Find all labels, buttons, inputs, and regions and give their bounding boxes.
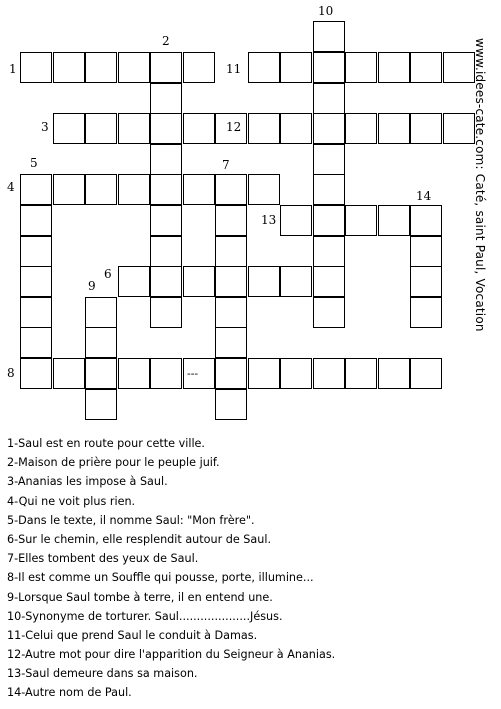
clue-item: 8-Il est comme un Souffle qui pousse, porte, illumine... xyxy=(7,571,314,585)
grid-cell[interactable] xyxy=(215,236,247,267)
grid-cell[interactable] xyxy=(378,52,410,83)
grid-cell[interactable] xyxy=(280,113,312,144)
clue-item: 9-Lorsque Saul tombe à terre, il en entend une. xyxy=(7,590,273,604)
grid-cell[interactable] xyxy=(313,297,345,328)
clue-item: 7-Elles tombent des yeux de Saul. xyxy=(7,552,199,566)
grid-cell[interactable] xyxy=(183,52,215,83)
grid-cell[interactable] xyxy=(215,389,247,420)
grid-cell[interactable] xyxy=(118,113,150,144)
grid-cell[interactable] xyxy=(85,174,117,205)
grid-cell[interactable] xyxy=(183,174,215,205)
clue-item: 11-Celui que prend Saul le conduit à Damas. xyxy=(7,628,258,642)
grid-cell[interactable] xyxy=(53,358,85,389)
grid-cell[interactable] xyxy=(85,358,117,389)
grid-cell[interactable] xyxy=(85,297,117,328)
grid-cell[interactable] xyxy=(248,266,280,297)
grid-cell[interactable] xyxy=(410,52,442,83)
grid-cell[interactable] xyxy=(313,205,345,236)
grid-cell[interactable] xyxy=(150,83,182,114)
clue-number-1: 1 xyxy=(9,62,17,76)
grid-cell[interactable] xyxy=(378,358,410,389)
grid-cell[interactable] xyxy=(313,52,345,83)
clue-number-5: 5 xyxy=(30,156,38,170)
site-watermark-text: www.idees-cate.com: Caté, saint Paul, Vocation xyxy=(473,38,487,332)
grid-cell[interactable] xyxy=(118,174,150,205)
grid-cell[interactable] xyxy=(378,205,410,236)
grid-cell[interactable] xyxy=(215,174,247,205)
grid-cell[interactable] xyxy=(215,358,247,389)
clue-item: 5-Dans le texte, il nomme Saul: "Mon frère". xyxy=(7,513,255,527)
grid-cell[interactable] xyxy=(248,174,280,205)
grid-cell[interactable] xyxy=(313,83,345,114)
grid-cell[interactable] xyxy=(378,113,410,144)
clue-number-12: 12 xyxy=(226,120,242,134)
clue-item: 1-Saul est en route pour cette ville. xyxy=(7,437,205,450)
grid-cell[interactable] xyxy=(20,205,52,236)
grid-cell[interactable] xyxy=(150,297,182,328)
grid-cell[interactable] xyxy=(150,266,182,297)
grid-cell[interactable] xyxy=(150,358,182,389)
grid-cell[interactable] xyxy=(85,327,117,358)
grid-cell[interactable] xyxy=(85,113,117,144)
grid-cell[interactable] xyxy=(410,205,442,236)
grid-cell[interactable] xyxy=(20,358,52,389)
grid-cell[interactable] xyxy=(150,205,182,236)
clue-item: 12-Autre mot pour dire l'apparition du Seigneur à Ananias. xyxy=(7,648,336,662)
grid-cell[interactable] xyxy=(118,266,150,297)
grid-cell[interactable] xyxy=(53,113,85,144)
clue-number-13: 13 xyxy=(261,213,277,227)
grid-cell[interactable] xyxy=(313,144,345,175)
grid-cell[interactable] xyxy=(410,236,442,267)
grid-cell[interactable] xyxy=(183,266,215,297)
grid-cell[interactable] xyxy=(248,113,280,144)
grid-cell[interactable] xyxy=(20,236,52,267)
grid-cell[interactable] xyxy=(150,144,182,175)
clue-number-4: 4 xyxy=(7,180,15,194)
grid-cell[interactable] xyxy=(150,113,182,144)
grid-cell[interactable] xyxy=(215,327,247,358)
grid-cell[interactable] xyxy=(313,358,345,389)
grid-cell[interactable] xyxy=(345,113,377,144)
grid-cell[interactable] xyxy=(345,205,377,236)
grid-cell[interactable] xyxy=(410,266,442,297)
grid-cell[interactable] xyxy=(215,205,247,236)
grid-cell[interactable] xyxy=(85,52,117,83)
clue-item: 3-Ananias les impose à Saul. xyxy=(7,475,168,489)
clue-list xyxy=(7,434,335,703)
grid-cell[interactable] xyxy=(118,52,150,83)
grid-cell[interactable] xyxy=(248,52,280,83)
grid-cell[interactable] xyxy=(410,113,442,144)
grid-cell[interactable] xyxy=(410,358,442,389)
clue-number-14: 14 xyxy=(416,189,432,203)
grid-cell[interactable] xyxy=(150,52,182,83)
clue-number-11: 11 xyxy=(226,62,242,76)
grid-cell[interactable] xyxy=(20,52,52,83)
grid-cell[interactable] xyxy=(313,266,345,297)
grid-cell[interactable] xyxy=(313,174,345,205)
grid-cell[interactable] xyxy=(20,297,52,328)
grid-cell[interactable] xyxy=(248,358,280,389)
grid-cell[interactable] xyxy=(215,297,247,328)
clue-item: 13-Saul demeure dans sa maison. xyxy=(7,667,198,681)
grid-cell[interactable] xyxy=(280,358,312,389)
gap-marker: --- xyxy=(187,367,199,380)
clue-number-3: 3 xyxy=(41,120,49,134)
grid-cell[interactable] xyxy=(280,205,312,236)
grid-cell[interactable] xyxy=(20,266,52,297)
clue-number-8: 8 xyxy=(7,366,15,380)
grid-cell[interactable] xyxy=(313,21,345,52)
clue-item: 2-Maison de prière pour le peuple juif. xyxy=(7,456,220,470)
clue-number-9: 9 xyxy=(88,279,96,293)
grid-cell[interactable] xyxy=(53,174,85,205)
grid-cell[interactable] xyxy=(345,358,377,389)
grid-cell[interactable] xyxy=(280,266,312,297)
grid-cell[interactable] xyxy=(345,52,377,83)
grid-cell[interactable] xyxy=(85,389,117,420)
grid-cell[interactable] xyxy=(150,174,182,205)
grid-cell[interactable] xyxy=(20,327,52,358)
clue-number-7: 7 xyxy=(222,158,230,172)
clue-number-2: 2 xyxy=(162,34,170,48)
clue-item: 6-Sur le chemin, elle resplendit autour de Saul. xyxy=(7,532,271,546)
grid-cell[interactable] xyxy=(280,52,312,83)
grid-cell[interactable] xyxy=(118,358,150,389)
grid-cell[interactable] xyxy=(215,266,247,297)
clue-number-6: 6 xyxy=(104,267,112,281)
clue-item: 4-Qui ne voit plus rien. xyxy=(7,494,136,508)
grid-cell[interactable] xyxy=(150,236,182,267)
grid-cell[interactable] xyxy=(53,52,85,83)
grid-cell[interactable] xyxy=(410,297,442,328)
grid-cell[interactable] xyxy=(313,113,345,144)
grid-cell[interactable] xyxy=(313,236,345,267)
clue-item: 10-Synonyme de torturer. Saul....................Jésus. xyxy=(7,609,283,623)
grid-cell[interactable] xyxy=(20,174,52,205)
clue-item: 14-Autre nom de Paul. xyxy=(7,686,132,700)
clue-number-10: 10 xyxy=(318,4,334,18)
grid-cell[interactable] xyxy=(183,113,215,144)
